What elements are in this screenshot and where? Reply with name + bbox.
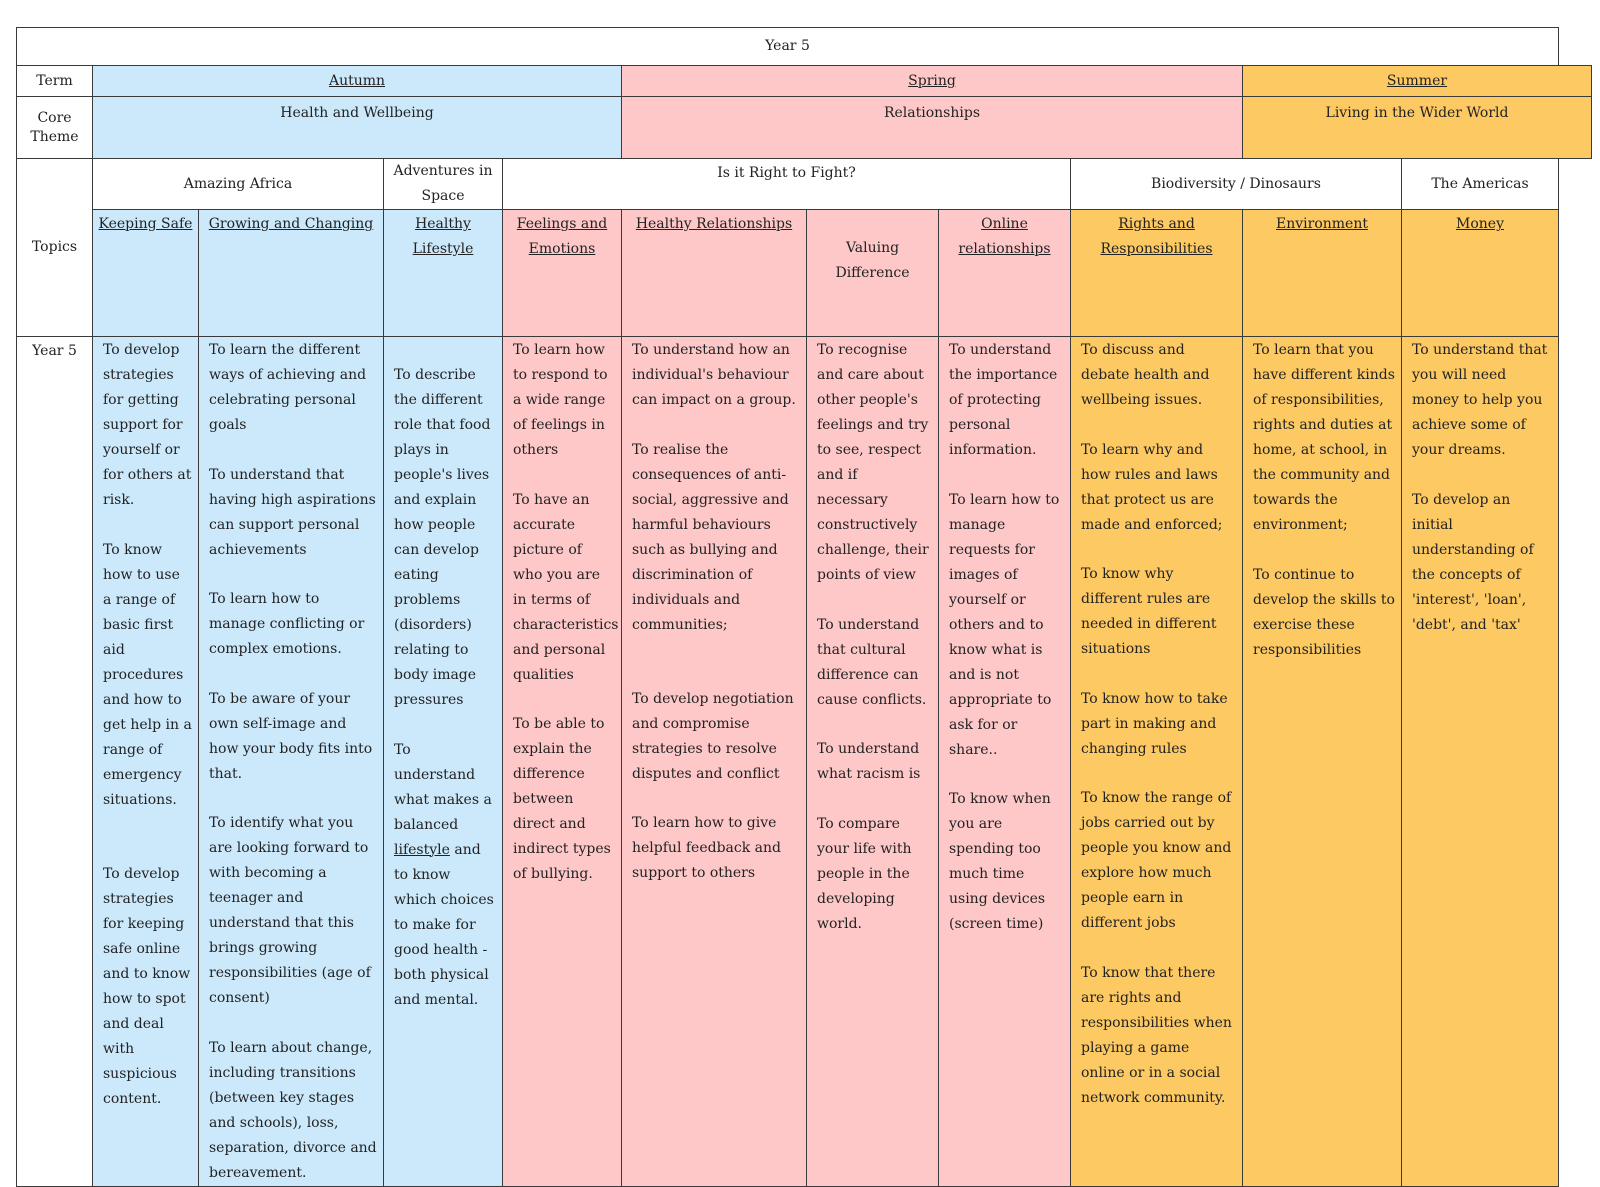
topics-label: Topics (17, 159, 93, 337)
theme-relationships: Relationships (622, 97, 1243, 159)
objective-item: To develop negotiation and compromise strategies to resolve disputes and conflict (632, 690, 794, 782)
objective-item: To understand that having high aspirations can support personal achievements (209, 466, 376, 558)
objective-item: To know the range of jobs carried out by people you know and explore how much people earn in different jobs (1081, 790, 1232, 932)
objectives-environment (1243, 337, 1402, 1187)
objective-item: To understand the importance of protecting personal information. (949, 342, 1058, 458)
objective-item: To continue to develop the skills to exercise these responsibilities (1253, 566, 1395, 658)
subtopic-online-relationships: Online relationships (939, 210, 1071, 337)
objective-item: To understand that cultural difference can cause conflicts. (817, 616, 927, 708)
objective-item: To compare your life with people in the developing world. (817, 815, 912, 932)
objective-item: To know when you are spending too much time using devices (screen time) (949, 791, 1051, 933)
objective-item: To learn that you have different kinds of responsibilities, rights and duties at home, at school, in the community and towards the environment; (1253, 342, 1395, 533)
objective-item: To develop strategies for keeping safe online and to know how to spot and deal with suspicious content. (103, 865, 191, 1107)
objectives-online-relationships (939, 337, 1071, 1187)
topic-biodiversity-dinosaurs: Biodiversity / Dinosaurs (1071, 159, 1402, 210)
objective-item: To understand how an individual's behaviour can impact on a group. (632, 342, 796, 408)
subtopic-rights-responsibilities: Rights and Responsibilities (1071, 210, 1243, 337)
objective-item: To identify what you are looking forward to with becoming a teenager and understand that this brings growing responsibilities (age of consent) (209, 815, 371, 1007)
objective-item: To describe the different role that food plays in people's lives and explain how people can develop eating problems (disorders) relating to body image pressures (394, 367, 491, 708)
topic-amazing-africa: Amazing Africa (93, 159, 384, 210)
objective-item: To learn how to manage requests for images of yourself or others and to know what is and is not appropriate to ask for or share.. (949, 491, 1060, 758)
objectives-healthy-relationships (622, 337, 807, 1187)
objective-item: To understand what racism is (817, 741, 921, 783)
objective-item: To learn about change, including transitions (between key stages and schools), loss, separation, divorce and bereavement. (209, 1039, 377, 1181)
objectives-valuing-difference (807, 337, 939, 1187)
objective-item: To understand what makes a balanced lifestyle and to know which choices to make for good health - both physical and mental. (394, 741, 494, 1008)
objective-item: To be able to explain the difference between direct and indirect types of bullying. (513, 716, 611, 883)
term-autumn: Autumn (93, 66, 622, 97)
theme-wider-world: Living in the Wider World (1243, 97, 1592, 159)
subtopic-growing-changing: Growing and Changing (199, 210, 384, 337)
topic-is-it-right-to-fight: Is it Right to Fight? (503, 159, 1071, 210)
objectives-feelings-emotions (503, 337, 622, 1187)
objective-item: To discuss and debate health and wellbeing issues. (1081, 342, 1210, 408)
subtopic-valuing-difference: Valuing Difference (807, 210, 939, 337)
objectives-rights-responsibilities (1071, 337, 1243, 1187)
objective-item: To develop strategies for getting support for yourself or for others at risk. (103, 342, 192, 508)
term-label: Term (17, 66, 93, 97)
objective-item: To know that there are rights and responsibilities when playing a game online or in a social network community. (1081, 964, 1232, 1106)
objective-item: To know why different rules are needed in different situations (1081, 566, 1217, 658)
subtopic-environment: Environment (1243, 210, 1402, 337)
objective-item: To realise the consequences of anti-social, aggressive and harmful behaviours such as bullying and discrimination of individuals and communities; (632, 441, 789, 633)
objective-item: To be aware of your own self-image and how your body fits into that. (209, 690, 373, 782)
objectives-growing-changing (199, 337, 384, 1187)
subtopic-healthy-relationships: Healthy Relationships (622, 210, 807, 337)
topic-the-americas: The Americas (1402, 159, 1559, 210)
term-spring: Spring (622, 66, 1243, 97)
objectives-keeping-safe (93, 337, 199, 1187)
table-title: Year 5 (17, 28, 1559, 66)
objective-item: To develop an initial understanding of the concepts of 'interest', 'loan', 'debt', and 'tax' (1412, 491, 1534, 633)
subtopic-money: Money (1402, 210, 1559, 337)
objective-item: To recognise and care about other people's feelings and try to see, respect and if necessary constructively challenge, their points of view (817, 342, 929, 583)
objective-item: To understand that you will need money to help you achieve some of your dreams. (1412, 342, 1548, 458)
subtopic-feelings-emotions: Feelings and Emotions (503, 210, 622, 337)
objective-item: To have an accurate picture of who you are in terms of characteristics and personal qualities (513, 491, 619, 683)
objective-item: To learn why and how rules and laws that protect us are made and enforced; (1081, 441, 1223, 533)
objective-item: To learn how to respond to a wide range of feelings in others (513, 342, 608, 458)
subtopic-healthy-lifestyle: Healthy Lifestyle (384, 210, 503, 337)
core-theme-label: Core Theme (17, 97, 93, 159)
objectives-money (1402, 337, 1559, 1187)
subtopic-keeping-safe: Keeping Safe (93, 210, 199, 337)
objective-item: To know how to use a range of basic first aid procedures and how to get help in a range of emergency situations. (103, 541, 192, 808)
objectives-healthy-lifestyle (384, 337, 503, 1187)
term-summer: Summer (1243, 66, 1592, 97)
topic-adventures-in-space: Adventures in Space (384, 159, 503, 210)
objective-item: To learn how to give helpful feedback and support to others (632, 815, 781, 882)
objective-item: To learn the different ways of achieving and celebrating personal goals (209, 342, 367, 433)
theme-health-wellbeing: Health and Wellbeing (93, 97, 622, 159)
objective-item: To know how to take part in making and changing rules (1081, 690, 1228, 757)
year-row-label: Year 5 (17, 337, 93, 1187)
year5-curriculum-table (16, 27, 1592, 1187)
objective-item: To learn how to manage conflicting or complex emotions. (209, 591, 365, 658)
